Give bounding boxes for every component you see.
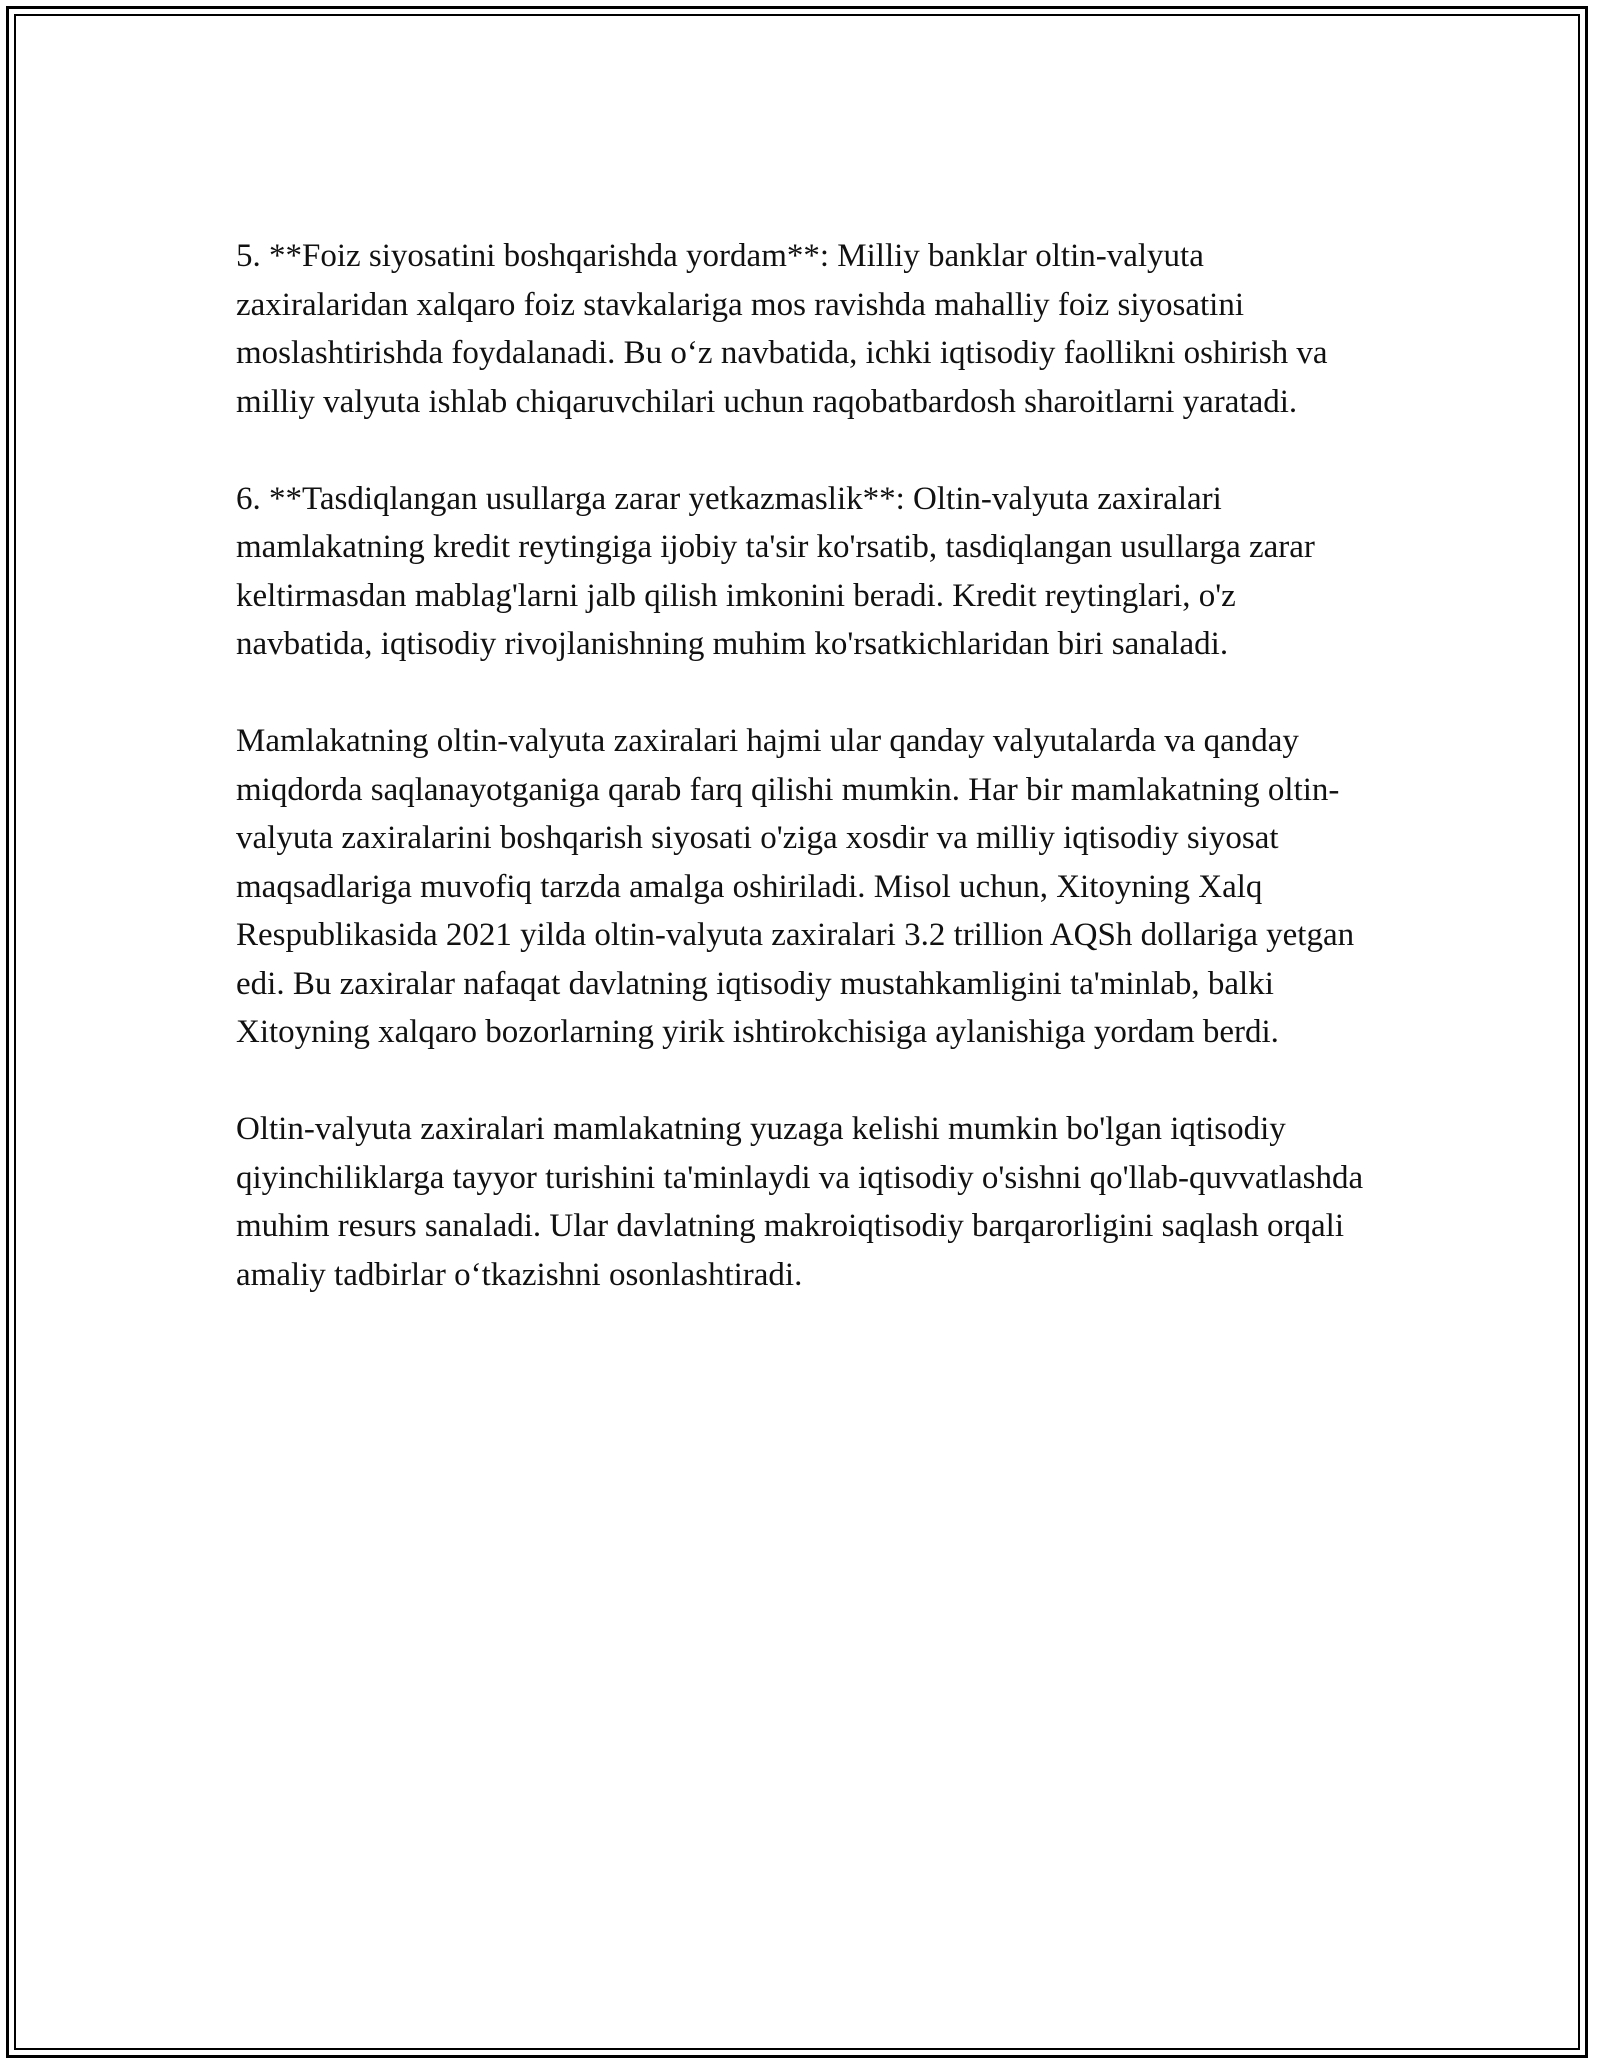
paragraph-reserve-volume: Mamlakatning oltin-valyuta zaxiralari hajmi ular qanday valyutalarda va qanday miqdorda saqlanayotganiga qarab farq qilishi mumkin. Har bir mamlakatning oltin-valyuta zaxiralarini boshqarish siyosati o'ziga xosdir va milliy iqtisodiy siyosat maqsadlariga muvofiq tarzda amalga oshiriladi. Misol uchun, Xitoyning Xalq Respublikasida 2021 yilda oltin-valyuta zaxiralari 3.2 trillion AQSh dollariga yetgan edi. Bu zaxiralar nafaqat davlatning iqtisodiy mustahkamligini ta'minlab, balki Xitoyning xalqaro bozorlarning yirik ishtirokchisiga aylanishiga yordam berdi.	[236, 723, 1355, 1050]
paragraph-interest-policy: 5. **Foiz siyosatini boshqarishda yordam**: Milliy banklar oltin-valyuta zaxiralaridan xalqaro foiz stavkalariga mos ravishda mahalliy foiz siyosatini moslashtirishda foydalanadi. Bu o‘z navbatida, ichki iqtisodiy faollikni oshirish va milliy valyuta ishlab chiqaruvchilari uchun raqobatbardosh sharoitlarni yaratadi.	[236, 238, 1328, 420]
paragraph-conclusion: Oltin-valyuta zaxiralari mamlakatning yuzaga kelishi mumkin bo'lgan iqtisodiy qiyinchiliklarga tayyor turishini ta'minlaydi va iqtisodiy o'sishni qo'llab-quvvatlashda muhim resurs sanaladi. Ular davlatning makroiqtisodiy barqarorligini saqlash orqali amaliy tadbirlar o‘tkazishni osonlashtiradi.	[236, 1111, 1364, 1293]
document-body	[236, 232, 1366, 1348]
paragraph-credit-rating: 6. **Tasdiqlangan usullarga zarar yetkazmaslik**: Oltin-valyuta zaxiralari mamlakatning kredit reytingiga ijobiy ta'sir ko'rsatib, tasdiqlangan usullarga zarar keltirmasdan mablag'larni jalb qilish imkonini beradi. Kredit reytinglari, o'z navbatida, iqtisodiy rivojlanishning muhim ko'rsatkichlaridan biri sanaladi.	[236, 480, 1315, 662]
